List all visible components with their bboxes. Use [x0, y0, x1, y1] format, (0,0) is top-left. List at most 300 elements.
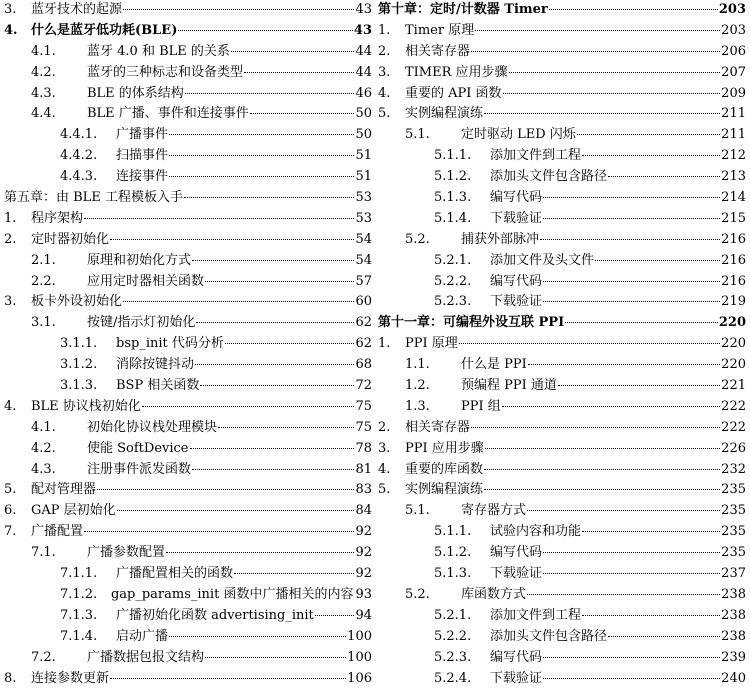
toc-entry[interactable] — [4, 543, 372, 564]
toc-entry-number: 5. — [378, 104, 405, 125]
dot-leader — [577, 134, 720, 135]
toc-entry-title: 第十章：定时/计数器 Timer — [378, 0, 548, 21]
toc-entry-page-number: 68 — [355, 355, 372, 376]
toc-entry-title: 寄存器方式 — [461, 501, 526, 522]
toc-entry-number: 7. — [4, 522, 31, 543]
dot-leader — [543, 552, 720, 553]
toc-entry-title: 捕获外部脉冲 — [461, 230, 539, 251]
toc-entry-title: 什么是 PPI — [461, 355, 527, 376]
toc-entry[interactable] — [4, 0, 372, 21]
toc-entry-title: 程序架构 — [31, 209, 83, 230]
toc-entry-number: 2. — [4, 230, 31, 251]
toc-entry[interactable] — [4, 63, 372, 84]
toc-entry-page-number: 222 — [721, 397, 746, 418]
toc-entry[interactable] — [4, 209, 372, 230]
toc-entry[interactable] — [4, 272, 372, 293]
toc-entry-number: 1. — [378, 334, 405, 355]
toc-entry-page-number: 106 — [347, 669, 372, 689]
dot-leader — [166, 552, 354, 553]
toc-entry-number: 4. — [4, 397, 31, 418]
toc-entry-number: 4. — [4, 21, 31, 42]
toc-entry-title: BLE 的体系结构 — [87, 84, 184, 105]
toc-entry-page-number: 43 — [354, 21, 372, 42]
toc-entry[interactable] — [4, 125, 372, 146]
dot-leader — [205, 281, 354, 282]
toc-entry-title: 应用定时器相关函数 — [87, 272, 204, 293]
toc-entry-number: 4.4.2. — [60, 146, 116, 167]
toc-entry[interactable] — [4, 355, 372, 376]
toc-entry[interactable] — [4, 188, 372, 209]
toc-entry-title: 下载验证 — [490, 292, 542, 313]
toc-entry-page-number: 214 — [721, 188, 746, 209]
dot-leader — [110, 678, 346, 679]
toc-entry-title: 扫描事件 — [116, 146, 168, 167]
dot-leader — [231, 51, 355, 52]
toc-entry-number: 3. — [378, 439, 405, 460]
toc-entry-page-number: 238 — [721, 585, 746, 606]
toc-entry-page-number: 220 — [721, 334, 746, 355]
toc-entry-title: 按键/指示灯初始化 — [87, 313, 195, 334]
toc-entry[interactable] — [378, 355, 746, 376]
toc-entry[interactable] — [378, 564, 746, 585]
toc-entry-title: 初始化协议栈处理模块 — [87, 418, 217, 439]
toc-entry-title: 添加文件及头文件 — [490, 251, 594, 272]
toc-entry[interactable] — [4, 146, 372, 167]
toc-entry-page-number: 220 — [721, 355, 746, 376]
dot-leader — [200, 385, 354, 386]
dot-leader — [528, 364, 720, 365]
toc-entry-title: PPI 组 — [461, 397, 501, 418]
toc-entry-title: 相关寄存器 — [405, 42, 470, 63]
dot-leader — [608, 176, 720, 177]
toc-entry[interactable] — [378, 606, 746, 627]
toc-entry-number: 1.2. — [405, 376, 461, 397]
dot-leader — [582, 531, 720, 532]
dot-leader — [178, 30, 353, 31]
toc-entry-page-number: 203 — [719, 0, 746, 21]
toc-entry-title: 什么是蓝牙低功耗(BLE) — [31, 21, 177, 42]
toc-entry-number: 6. — [4, 501, 31, 522]
toc-entry[interactable] — [378, 42, 746, 63]
dot-leader — [527, 510, 720, 511]
toc-entry-number: 5.1.1. — [434, 146, 490, 167]
toc-entry[interactable] — [378, 167, 746, 188]
toc-entry-page-number: 100 — [347, 627, 372, 648]
toc-entry[interactable] — [378, 292, 746, 313]
toc-entry[interactable] — [4, 230, 372, 251]
toc-entry-title: BSP 相关函数 — [116, 376, 199, 397]
toc-entry[interactable] — [378, 188, 746, 209]
toc-entry-page-number: 213 — [721, 167, 746, 188]
dot-leader — [484, 489, 720, 490]
toc-right-column — [378, 0, 746, 689]
toc-entry-page-number: 216 — [721, 230, 746, 251]
toc-entry-page-number: 62 — [355, 334, 372, 355]
toc-entry-page-number: 50 — [355, 104, 372, 125]
toc-entry-title: BLE 协议栈初始化 — [31, 397, 141, 418]
toc-entry-page-number: 235 — [721, 480, 746, 501]
toc-entry-page-number: 240 — [721, 669, 746, 689]
dot-leader — [205, 657, 346, 658]
toc-entry-page-number: 51 — [355, 167, 372, 188]
toc-entry-title: TIMER 应用步骤 — [405, 63, 508, 84]
toc-entry[interactable] — [378, 21, 746, 42]
toc-entry[interactable] — [378, 0, 746, 21]
toc-entry[interactable] — [378, 104, 746, 125]
toc-entry-title: 添加文件到工程 — [490, 146, 581, 167]
toc-entry-number: 5.1.1. — [434, 522, 490, 543]
toc-entry-number: 2.1. — [31, 251, 87, 272]
toc-entry-title: 配对管理器 — [31, 480, 96, 501]
toc-entry-page-number: 75 — [355, 418, 372, 439]
toc-entry[interactable] — [378, 480, 746, 501]
toc-entry-number: 7.2. — [31, 648, 87, 669]
toc-entry-page-number: 212 — [721, 146, 746, 167]
toc-entry-page-number: 83 — [355, 480, 372, 501]
dot-leader — [485, 448, 720, 449]
toc-entry[interactable] — [4, 292, 372, 313]
dot-leader — [169, 134, 354, 135]
toc-entry[interactable] — [4, 460, 372, 481]
toc-entry-page-number: 206 — [721, 42, 746, 63]
toc-entry-number: 4. — [378, 460, 405, 481]
toc-entry-title: 广播配置 — [31, 522, 83, 543]
toc-entry-title: 原理和初始化方式 — [87, 251, 191, 272]
toc-entry-number: 5.1.2. — [434, 167, 490, 188]
toc-entry-page-number: 57 — [355, 272, 372, 293]
toc-entry-page-number: 54 — [355, 251, 372, 272]
toc-entry-page-number: 207 — [721, 63, 746, 84]
dot-leader — [84, 218, 354, 219]
toc-entry-page-number: 51 — [355, 146, 372, 167]
toc-entry-title: 下载验证 — [490, 209, 542, 230]
toc-entry[interactable] — [378, 125, 746, 146]
toc-entry-page-number: 235 — [721, 543, 746, 564]
toc-entry-title: 广播配置相关的函数 — [116, 564, 233, 585]
toc-entry-title: 板卡外设初始化 — [31, 292, 122, 313]
toc-entry-number: 5.2.4. — [434, 669, 490, 689]
toc-entry[interactable] — [378, 522, 746, 543]
dot-leader — [471, 427, 720, 428]
toc-entry-number: 7.1.2. — [60, 585, 111, 606]
toc-entry[interactable] — [4, 606, 372, 627]
toc-entry-number: 5.2.3. — [434, 648, 490, 669]
toc-entry-page-number: 238 — [721, 627, 746, 648]
toc-entry[interactable] — [378, 397, 746, 418]
toc-entry-title: 编写代码 — [490, 272, 542, 293]
toc-entry[interactable] — [378, 334, 746, 355]
toc-entry-page-number: 226 — [721, 439, 746, 460]
toc-entry-title: bsp_init 代码分析 — [116, 334, 224, 355]
toc-entry-page-number: 219 — [721, 292, 746, 313]
toc-entry-page-number: 60 — [355, 292, 372, 313]
toc-entry-title: 试验内容和功能 — [490, 522, 581, 543]
dot-leader — [509, 72, 721, 73]
toc-entry-page-number: 211 — [721, 125, 746, 146]
toc-entry-page-number: 53 — [355, 209, 372, 230]
toc-entry-title: 广播参数配置 — [87, 543, 165, 564]
dot-leader — [244, 72, 354, 73]
dot-leader — [543, 281, 720, 282]
toc-entry[interactable] — [378, 230, 746, 251]
toc-entry[interactable] — [4, 313, 372, 334]
toc-entry-page-number: 92 — [355, 543, 372, 564]
toc-entry-page-number: 46 — [355, 84, 372, 105]
toc-entry-title: 消除按键抖动 — [116, 355, 194, 376]
dot-leader — [185, 93, 355, 94]
toc-entry-title: 启动广播 — [116, 627, 168, 648]
toc-entry[interactable] — [4, 397, 372, 418]
toc-entry-title: 蓝牙的三种标志和设备类型 — [87, 63, 243, 84]
toc-entry-page-number: 232 — [721, 460, 746, 481]
toc-entry-number: 5.1.3. — [434, 188, 490, 209]
dot-leader — [97, 489, 354, 490]
toc-entry[interactable] — [4, 564, 372, 585]
toc-entry-page-number: 44 — [355, 42, 372, 63]
toc-entry-number: 3. — [4, 292, 31, 313]
toc-entry-page-number: 215 — [721, 209, 746, 230]
toc-entry-number: 5.2.2. — [434, 272, 490, 293]
toc-entry-title: 添加头文件包含路径 — [490, 167, 607, 188]
toc-entry[interactable] — [378, 543, 746, 564]
toc-entry-title: 注册事件派发函数 — [87, 460, 191, 481]
toc-entry-title: 编写代码 — [490, 543, 542, 564]
toc-entry-number: 2. — [378, 418, 405, 439]
dot-leader — [169, 155, 354, 156]
toc-entry-number: 4.3. — [31, 460, 87, 481]
toc-entry[interactable] — [4, 627, 372, 648]
toc-entry[interactable] — [378, 460, 746, 481]
toc-entry[interactable] — [378, 84, 746, 105]
toc-entry[interactable] — [378, 648, 746, 669]
toc-entry-page-number: 216 — [721, 251, 746, 272]
toc-entry[interactable] — [4, 167, 372, 188]
dot-leader — [169, 176, 354, 177]
toc-entry-number: 5. — [378, 480, 405, 501]
toc-entry[interactable] — [378, 501, 746, 522]
toc-entry-page-number: 81 — [355, 460, 372, 481]
toc-entry-title: 库函数方式 — [461, 585, 526, 606]
toc-entry-number: 3.1.2. — [60, 355, 116, 376]
dot-leader — [558, 385, 720, 386]
toc-entry-page-number: 221 — [721, 376, 746, 397]
toc-entry-page-number: 239 — [721, 648, 746, 669]
toc-entry-number: 4.2. — [31, 63, 87, 84]
toc-entry-number: 5.2.1. — [434, 251, 490, 272]
toc-entry-number: 5.1.2. — [434, 543, 490, 564]
toc-entry-page-number: 54 — [355, 230, 372, 251]
toc-entry-page-number: 50 — [355, 125, 372, 146]
toc-entry-number: 1. — [378, 21, 405, 42]
toc-entry[interactable] — [378, 585, 746, 606]
toc-entry-number: 2. — [378, 42, 405, 63]
toc-entry-number: 5.2.2. — [434, 627, 490, 648]
toc-entry-title: 使能 SoftDevice — [87, 439, 189, 460]
toc-entry[interactable] — [4, 439, 372, 460]
toc-entry-page-number: 237 — [721, 564, 746, 585]
dot-leader — [471, 51, 720, 52]
toc-entry-number: 4. — [378, 84, 405, 105]
toc-entry-number: 3.1.3. — [60, 376, 116, 397]
dot-leader — [543, 218, 720, 219]
toc-entry-number: 2.2. — [31, 272, 87, 293]
toc-entry[interactable] — [378, 418, 746, 439]
toc-entry[interactable] — [4, 418, 372, 439]
toc-entry[interactable] — [378, 251, 746, 272]
toc-entry-title: gap_params_init 函数中广播相关的内容 — [111, 585, 353, 606]
toc-entry-page-number: 235 — [721, 522, 746, 543]
toc-entry-page-number: 53 — [355, 188, 372, 209]
dot-leader — [190, 448, 355, 449]
toc-entry[interactable] — [4, 251, 372, 272]
toc-entry-title: 广播事件 — [116, 125, 168, 146]
toc-entry-number: 7.1.4. — [60, 627, 116, 648]
toc-entry[interactable] — [378, 209, 746, 230]
toc-entry-number: 7.1. — [31, 543, 87, 564]
toc-entry-page-number: 92 — [355, 522, 372, 543]
toc-entry[interactable] — [378, 439, 746, 460]
toc-entry-page-number: 220 — [719, 313, 746, 334]
dot-leader — [196, 322, 354, 323]
toc-entry[interactable] — [378, 146, 746, 167]
toc-entry-number: 5.2.1. — [434, 606, 490, 627]
toc-entry-page-number: 235 — [721, 501, 746, 522]
toc-entry-number: 3.1. — [31, 313, 87, 334]
toc-entry-title: 定时驱动 LED 闪烁 — [461, 125, 576, 146]
toc-entry-number: 5.1. — [405, 501, 461, 522]
toc-entry-page-number: 92 — [355, 564, 372, 585]
toc-entry-title: 下载验证 — [490, 669, 542, 689]
toc-entry-page-number: 72 — [355, 376, 372, 397]
dot-leader — [543, 301, 720, 302]
dot-leader — [169, 636, 346, 637]
toc-entry-title: 相关寄存器 — [405, 418, 470, 439]
dot-leader — [218, 427, 354, 428]
toc-entry-number: 4.2. — [31, 439, 87, 460]
dot-leader — [123, 301, 354, 302]
toc-entry-number: 7.1.1. — [60, 564, 116, 585]
dot-leader — [123, 9, 354, 10]
toc-entry-title: 添加头文件包含路径 — [490, 627, 607, 648]
toc-entry-number: 5.1. — [405, 125, 461, 146]
toc-entry-title: 实例编程演练 — [405, 104, 483, 125]
toc-entry[interactable] — [4, 585, 372, 606]
toc-entry-number: 1.1. — [405, 355, 461, 376]
toc-entry-page-number: 84 — [355, 501, 372, 522]
toc-entry-page-number: 78 — [355, 439, 372, 460]
toc-entry-number: 3.1.1. — [60, 334, 116, 355]
toc-entry[interactable] — [4, 501, 372, 522]
dot-leader — [540, 239, 720, 240]
toc-entry-number: 3. — [4, 0, 31, 21]
toc-entry-number: 4.4.3. — [60, 167, 116, 188]
toc-entry-title: 连接参数更新 — [31, 669, 109, 689]
toc-entry-number: 1.3. — [405, 397, 461, 418]
toc-entry[interactable] — [4, 648, 372, 669]
toc-entry-page-number: 209 — [721, 84, 746, 105]
toc-entry-title: 第十一章：可编程外设互联 PPI — [378, 313, 564, 334]
toc-entry[interactable] — [378, 272, 746, 293]
dot-leader — [502, 406, 720, 407]
toc-entry[interactable] — [4, 522, 372, 543]
toc-entry-page-number: 216 — [721, 272, 746, 293]
dot-leader — [84, 531, 354, 532]
toc-entry-page-number: 44 — [355, 63, 372, 84]
dot-leader — [195, 364, 354, 365]
dot-leader — [142, 406, 355, 407]
toc-entry-page-number: 211 — [721, 104, 746, 125]
dot-leader — [503, 93, 721, 94]
toc-entry-page-number: 222 — [721, 418, 746, 439]
dot-leader — [608, 636, 720, 637]
toc-entry-page-number: 94 — [355, 606, 372, 627]
toc-entry-number: 4.1. — [31, 418, 87, 439]
dot-leader — [117, 510, 355, 511]
toc-entry-title: 广播初始化函数 advertising_init — [116, 606, 314, 627]
toc-entry-number: 3. — [378, 63, 405, 84]
toc-entry-number: 5.2.3. — [434, 292, 490, 313]
dot-leader — [225, 343, 355, 344]
toc-entry-title: 定时器初始化 — [31, 230, 109, 251]
toc-entry[interactable] — [4, 104, 372, 125]
toc-entry-title: 实例编程演练 — [405, 480, 483, 501]
dot-leader — [484, 469, 720, 470]
toc-entry-number: 1. — [4, 209, 31, 230]
toc-entry-page-number: 43 — [355, 0, 372, 21]
toc-entry-number: 4.4. — [31, 104, 87, 125]
toc-entry-number: 5.2. — [405, 230, 461, 251]
toc-entry-page-number: 93 — [355, 585, 372, 606]
dot-leader — [582, 155, 720, 156]
toc-entry[interactable] — [378, 63, 746, 84]
toc-entry-title: 重要的 API 函数 — [405, 84, 502, 105]
dot-leader — [475, 30, 720, 31]
toc-entry-number: 5.1.3. — [434, 564, 490, 585]
dot-leader — [549, 9, 718, 10]
dot-leader — [484, 113, 720, 114]
toc-entry-title: PPI 应用步骤 — [405, 439, 484, 460]
toc-entry-title: 下载验证 — [490, 564, 542, 585]
toc-entry-title: 蓝牙 4.0 和 BLE 的关系 — [87, 42, 230, 63]
toc-entry-title: GAP 层初始化 — [31, 501, 116, 522]
toc-entry-page-number: 238 — [721, 606, 746, 627]
toc-entry-title: 编写代码 — [490, 188, 542, 209]
dot-leader — [543, 657, 720, 658]
toc-entry-title: 重要的库函数 — [405, 460, 483, 481]
toc-entry[interactable] — [4, 42, 372, 63]
toc-entry[interactable] — [378, 313, 746, 334]
toc-entry[interactable] — [378, 376, 746, 397]
dot-leader — [192, 260, 354, 261]
toc-entry-title: 连接事件 — [116, 167, 168, 188]
toc-entry-number: 5. — [4, 480, 31, 501]
dot-leader — [565, 322, 718, 323]
toc-entry-title: 预编程 PPI 通道 — [461, 376, 557, 397]
toc-entry[interactable] — [4, 21, 372, 42]
dot-leader — [543, 678, 720, 679]
dot-leader — [582, 615, 720, 616]
toc-entry[interactable] — [4, 376, 372, 397]
toc-entry[interactable] — [378, 627, 746, 648]
dot-leader — [110, 239, 354, 240]
toc-entry-page-number: 203 — [721, 21, 746, 42]
toc-entry[interactable] — [4, 84, 372, 105]
toc-entry[interactable] — [4, 480, 372, 501]
toc-entry-page-number: 75 — [355, 397, 372, 418]
toc-left-column — [4, 0, 372, 689]
toc-entry[interactable] — [4, 334, 372, 355]
toc-entry-number: 7.1.3. — [60, 606, 116, 627]
